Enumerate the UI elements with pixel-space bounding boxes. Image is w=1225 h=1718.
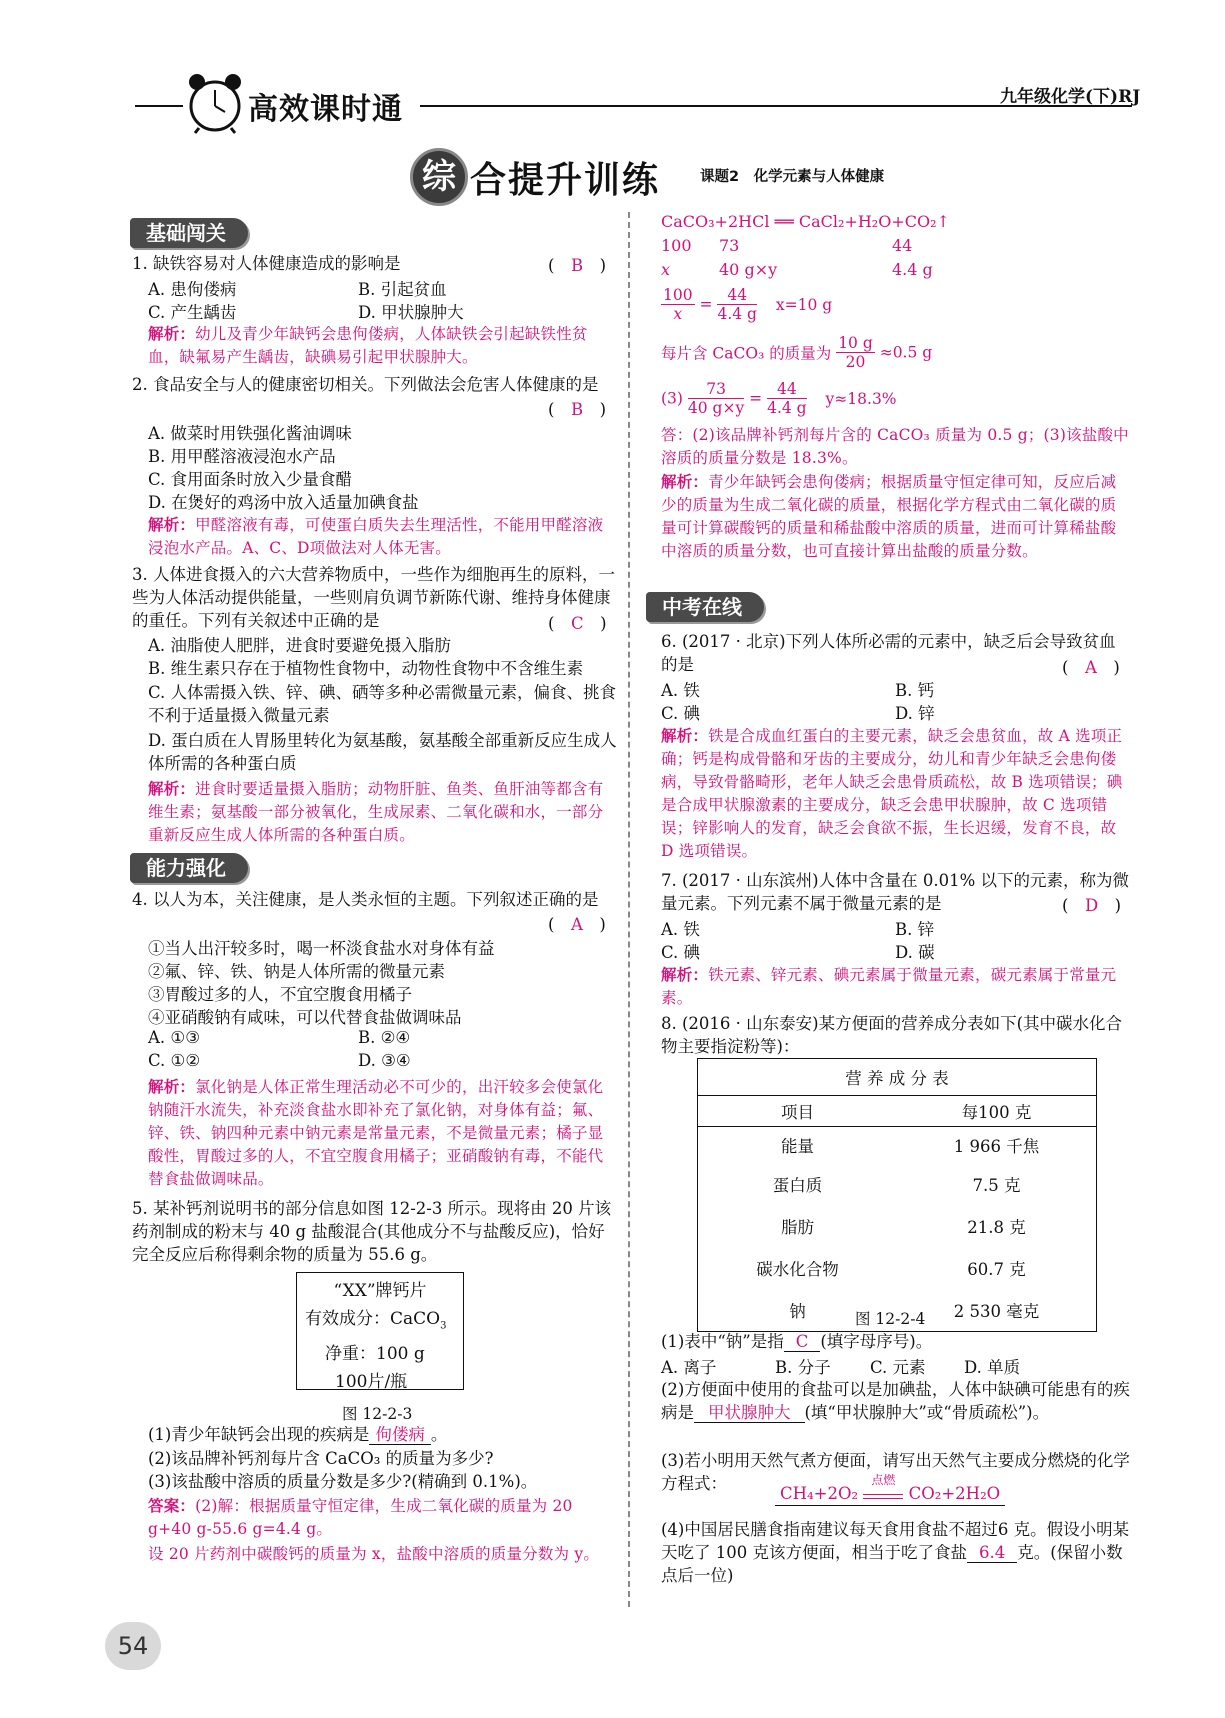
analysis-label: 解析： — [148, 1077, 196, 1096]
q7-analysis-text: 铁元素、锌元素、碘元素属于微量元素，碳元素属于常量元素。 — [661, 966, 1117, 1007]
q8-part1-post: (填字母序号)。 — [820, 1332, 933, 1351]
q8-figure-caption: 图 12-2-4 — [855, 1310, 926, 1328]
q1-option-a: A. 患佝偻病 — [148, 280, 237, 299]
row-item: 蛋白质 — [772, 1176, 823, 1195]
q4-answer-bracket: ( A ) — [548, 915, 606, 934]
q5-eq-row1-a: 100 — [661, 236, 692, 255]
ratio-result: x=10 g — [775, 295, 833, 314]
q7-analysis — [661, 963, 1131, 1010]
q2-option-a: A. 做菜时用铁强化酱油调味 — [148, 424, 352, 443]
q8-part1 — [661, 1330, 1131, 1353]
q8-part3-condition: 点燃 — [871, 1473, 896, 1487]
q2-analysis — [148, 513, 616, 560]
r3-num-right: 44 — [767, 380, 807, 399]
nutrition-col-value: 每100 克 — [897, 1096, 1097, 1127]
q2-option-b: B. 用甲醛溶液浸泡水产品 — [148, 447, 336, 466]
q4-statement-3: ③胃酸过多的人，不宜空腹食用橘子 — [148, 985, 412, 1004]
q2-option-c: C. 食用面条时放入少量食醋 — [148, 470, 353, 489]
alarm-clock-icon — [185, 70, 245, 134]
q8-part2-post: (填“甲状腺肿大”或“骨质疏松”)。 — [804, 1403, 1050, 1422]
q8-part1-option-a: A. 离子 — [661, 1358, 717, 1377]
q7-answer-bracket: ( D ) — [1062, 896, 1122, 915]
q5-part1-text: (1)青少年缺钙会出现的疾病是 — [148, 1425, 370, 1444]
q5-eq-row1-c: 44 — [892, 236, 913, 255]
section-exam: 中考在线 — [646, 592, 764, 622]
q5-eq-row2-b: 40 g×y — [719, 260, 778, 279]
q1-option-d: D. 甲状腺肿大 — [358, 303, 464, 322]
q5-solution — [148, 1494, 618, 1541]
q4-stem: 4. 以人为本，关注健康，是人类永恒的主题。下列叙述正确的是 — [132, 890, 599, 909]
q8-part3-answer — [780, 1473, 1001, 1505]
row-item: 脂肪 — [781, 1218, 814, 1237]
banner-first-char: 综 — [422, 157, 456, 197]
ratio-num-right: 44 — [717, 286, 757, 305]
row-item: 碳水化合物 — [756, 1260, 839, 1279]
nutrition-table — [697, 1058, 1097, 1332]
q8-part3-left: CH₄+2O₂ — [780, 1484, 859, 1503]
section-basic: 基础闯关 — [130, 218, 248, 248]
q8-part2-answer: 甲状腺肿大 — [694, 1403, 805, 1423]
r3-den-right: 4.4 g — [767, 399, 807, 417]
q5-solution-let: 设 20 片药剂中碳酸钙的质量为 x，盐酸中溶质的质量分数为 y。 — [148, 1545, 600, 1563]
q5-equation: CaCO₃+2HCl ══ CaCl₂+H₂O+CO₂↑ — [661, 212, 950, 231]
row-value: 2 530 毫克 — [953, 1302, 1040, 1321]
r3-num-left: 73 — [688, 380, 744, 399]
q4-option-b: B. ②④ — [358, 1028, 411, 1047]
q2-answer-bracket: ( B ) — [548, 400, 607, 419]
q5-analysis — [661, 470, 1131, 563]
analysis-label: 解析： — [661, 472, 709, 491]
ratio-num-left: 100 — [663, 286, 693, 304]
q5-part1: (1)青少年缺钙会出现的疾病是 佝偻病 。 — [148, 1425, 448, 1444]
q6-option-a: A. 铁 — [661, 681, 700, 700]
section-ability: 能力强化 — [130, 853, 248, 883]
q5-eq-row2-c: 4.4 g — [892, 260, 933, 279]
label-ingredient — [305, 1305, 455, 1340]
q4-option-d: D. ③④ — [358, 1051, 411, 1070]
nutrition-col-item: 项目 — [698, 1096, 898, 1127]
q5-part1-answer: 佝偻病 — [369, 1425, 431, 1445]
r3-pre: (3) — [661, 389, 683, 408]
column-divider — [628, 212, 630, 1607]
q5-eq-row1-b: 73 — [719, 236, 740, 255]
q7-option-c: C. 碘 — [661, 943, 701, 962]
analysis-label: 解析： — [148, 779, 196, 798]
banner-title: 合提升训练 — [470, 160, 661, 201]
q4-option-c: C. ①② — [148, 1051, 201, 1070]
q8-part2-pre: (2)方便面中使用的食盐可以是加碘盐，人体中缺碘可能患有的疾病是 — [661, 1380, 1130, 1422]
q6-answer: A — [1084, 658, 1097, 677]
lesson-title: 课题2 化学元素与人体健康 — [700, 169, 885, 185]
label-weight: 净重：100 g — [325, 1344, 425, 1365]
nutrition-table-title: 营 养 成 分 表 — [698, 1059, 1097, 1096]
q4-analysis — [148, 1075, 616, 1191]
q5-ratio: $\frac{100}{x}$ = $\frac{44}{4.4 g}$ x=10 g — [663, 286, 833, 323]
q8-part3-right: CO₂+2H₂O — [908, 1484, 1001, 1503]
q7-option-a: A. 铁 — [661, 920, 700, 939]
q5-supplement-label — [296, 1272, 464, 1393]
table-row — [698, 1163, 1097, 1205]
row-value: 7.5 克 — [972, 1176, 1021, 1195]
q5-part3: (3)该盐酸中溶质的质量分数是多少?(精确到 0.1%)。 — [148, 1472, 538, 1491]
per-num: 10 g — [838, 334, 873, 352]
q3-option-a: A. 油脂使人肥胖，进食时要避免摄入脂肪 — [148, 636, 451, 655]
header-rule-left — [135, 105, 183, 107]
q2-answer: B — [570, 400, 584, 419]
q4-option-a: A. ①③ — [148, 1028, 200, 1047]
q5-part2: (2)该品牌补钙剂每片含 CaCO₃ 的质量为多少? — [148, 1449, 494, 1468]
label-count: 100片/瓶 — [335, 1372, 408, 1393]
q2-analysis-text: 甲醛溶液有毒，可使蛋白质失去生理活性，不能用甲醛溶液浸泡水产品。A、C、D项做法对人体无害。 — [148, 516, 604, 557]
q7-stem: 7. (2017 · 山东滨州)人体中含量在 0.01% 以下的元素，称为微量元素。下列元素不属于微量元素的是 — [661, 871, 1129, 913]
q5-figure-caption: 图 12-2-3 — [342, 1405, 413, 1423]
q6-answer-bracket: ( A ) — [1062, 658, 1120, 677]
analysis-label: 解析： — [148, 515, 196, 534]
solution-label: 答案： — [148, 1496, 196, 1515]
q8-part1-pre: (1)表中“钠”是指 — [661, 1332, 784, 1351]
q3-option-b: B. 维生素只存在于植物性食物中，动物性食物中不含维生素 — [148, 659, 584, 678]
q3-stem: 3. 人体进食摄入的六大营养物质中，一些作为细胞再生的原料，一些为人体活动提供能量，一些则肩负调节新陈代谢、维持身体健康的重任。下列有关叙述中正确的是 — [132, 565, 615, 630]
page-number-badge — [105, 1622, 161, 1670]
row-value: 60.7 克 — [967, 1260, 1026, 1279]
q1-answer-bracket: ( B ) — [548, 256, 607, 275]
q8-part4-answer: 6.4 — [967, 1543, 1017, 1563]
q8-part3: (3)若小明用天然气煮方便面，请写出天然气主要成分燃烧的化学方程式： — [661, 1451, 1130, 1493]
q2-stem: 2. 食品安全与人的健康密切相关。下列做法会危害人体健康的是 — [132, 375, 599, 394]
q8-part1-option-c: C. 元素 — [870, 1358, 926, 1377]
q8-part1-option-d: D. 单质 — [964, 1358, 1021, 1377]
q6-option-b: B. 钙 — [895, 681, 935, 700]
q6-analysis — [661, 724, 1131, 863]
analysis-label: 解析： — [661, 726, 709, 745]
row-value: 21.8 克 — [967, 1218, 1026, 1237]
q5-stem: 5. 某补钙剂说明书的部分信息如图 12-2-3 所示。现将由 20 片该药剂制成的粉末与 40 g 盐酸混合(其他成分不与盐酸反应)，恰好完全反应后称得剩余物的质量为 55.6 g。 — [132, 1199, 612, 1264]
q1-option-c: C. 产生龋齿 — [148, 303, 237, 322]
q5-ratio3: (3) $\frac{73}{40 g\times y}$ = $\frac{44}{4.4 g}$ y≈18.3% — [661, 380, 897, 417]
q8-part4-pre: (4)中国居民膳食指南建议每天食用食盐不超过6 克。假设小明某天吃了 100 克该方便面，相当于吃了食盐 — [661, 1520, 1130, 1562]
q8-part1-answer: C — [784, 1332, 821, 1352]
analysis-label: 解析： — [661, 965, 709, 984]
q7-option-d: D. 碳 — [895, 943, 935, 962]
q4-answer: A — [570, 915, 583, 934]
q3-analysis-text: 进食时要适量摄入脂肪；动物肝脏、鱼类、鱼肝油等都含有维生素；氨基酸一部分被氧化，生成尿素、二氧化碳和水，一部分重新反应生成人体所需的各种蛋白质。 — [148, 780, 604, 844]
q4-analysis-text: 氯化钠是人体正常生理活动必不可少的，出汗较多会使氯化钠随汗水流失，补充淡食盐水即补充了氯化钠，对身体有益；氟、锌、铁、钠四种元素中钠元素是常量元素，不是微量元素；橘子显酸性，胃酸过多的人，不宜空腹食用橘子；亚硝酸钠有毒，不能代替食盐做调味品。 — [148, 1078, 604, 1188]
per-pre: 每片含 CaCO₃ 的质量为 — [661, 344, 832, 363]
label-ingredient-text: 有效成分：CaCO — [305, 1309, 441, 1329]
row-item: 能量 — [781, 1137, 814, 1156]
q4-statement-2: ②氟、锌、铁、钠是人体所需的微量元素 — [148, 962, 445, 981]
q4-statement-1: ①当人出汗较多时，喝一杯淡食盐水对身体有益 — [148, 939, 495, 958]
page-number: 54 — [117, 1632, 149, 1660]
q1-analysis — [148, 322, 616, 369]
q5-eq-row2-a: x — [661, 260, 671, 279]
q3-option-d: D. 蛋白质在人胃肠里转化为氨基酸，氨基酸全部重新反应生成人体所需的各种蛋白质 — [148, 731, 617, 773]
banner-badge — [410, 148, 468, 206]
grade-label: 九年级化学(下)RJ — [1000, 87, 1141, 107]
q1-answer: B — [570, 256, 584, 275]
ratio-den-right: 4.4 g — [717, 305, 757, 323]
q8-part2 — [661, 1378, 1131, 1424]
ratio-den-left: x — [673, 305, 683, 323]
q3-answer-bracket: ( C ) — [548, 614, 607, 633]
q5-conclusion: 答：(2)该品牌补钙剂每片含的 CaCO₃ 质量为 0.5 g；(3)该盐酸中溶质的质量分数是 18.3%。 — [661, 426, 1129, 467]
table-row — [698, 1205, 1097, 1247]
q4-statement-4: ④亚硝酸钠有咸味，可以代替食盐做调味品 — [148, 1008, 462, 1027]
q6-stem: 6. (2017 · 北京)下列人体所必需的元素中，缺乏后会导致贫血的是 — [661, 632, 1116, 674]
r3-den-left: 40 g×y — [687, 399, 745, 417]
q8-part1-option-b: B. 分子 — [775, 1358, 831, 1377]
q3-answer: C — [570, 614, 584, 633]
q1-analysis-text: 幼儿及青少年缺钙会患佝偻病，人体缺铁会引起缺铁性贫血，缺氟易产生龋齿，缺碘易引起甲状腺肿大。 — [148, 325, 588, 366]
q3-option-c: C. 人体需摄入铁、锌、碘、硒等多种必需微量元素，偏食、挑食不利于适量摄入微量元素 — [148, 683, 617, 725]
row-value: 1 966 千焦 — [953, 1137, 1040, 1156]
q7-option-b: B. 锌 — [895, 920, 935, 939]
q1-option-b: B. 引起贫血 — [358, 280, 447, 299]
q6-option-c: C. 碘 — [661, 704, 701, 723]
q6-analysis-text: 铁是合成血红蛋白的主要元素，缺乏会患贫血，故 A 选项正确；钙是构成骨骼和牙齿的主要成分，幼儿和青少年缺乏会患佝偻病，导致骨骼畸形，老年人缺乏会患骨质疏松，故 B 选项错误；碘是合成甲状腺激素的主要成分，缺乏会患甲状腺肿，故 C 选项错误；锌影响人的发育，缺乏会食欲不振，生长迟缓，发育不良，故 D 选项错误。 — [661, 727, 1123, 860]
brand-title: 高效课时通 — [248, 92, 403, 127]
table-row — [698, 1127, 1097, 1164]
label-ingredient-sub: 3 — [440, 1320, 447, 1332]
q8-part3-underline — [775, 1505, 1005, 1506]
q8-part4-post: 克。(保留小数点后一位) — [661, 1543, 1123, 1585]
q6-option-d: D. 锌 — [895, 704, 935, 723]
q5-solution-text: (2)解：根据质量守恒定律，生成二氧化碳的质量为 20 g+40 g-55.6 g=4.4 g。 — [148, 1497, 573, 1538]
row-item: 钠 — [789, 1302, 806, 1321]
q3-analysis — [148, 777, 616, 847]
q2-option-d: D. 在煲好的鸡汤中放入适量加碘食盐 — [148, 493, 419, 512]
q8-stem: 8. (2016 · 山东泰安)某方便面的营养成分表如下(其中碳水化合物主要指淀粉等)： — [661, 1014, 1123, 1056]
q1-stem: 1. 缺铁容易对人体健康造成的影响是 — [132, 254, 401, 273]
table-row — [698, 1247, 1097, 1289]
analysis-label: 解析： — [148, 324, 196, 343]
r3-result: y≈18.3% — [825, 389, 897, 408]
q5-analysis-text: 青少年缺钙会患佝偻病；根据质量守恒定律可知，反应后减少的质量为生成二氧化碳的质量，根据化学方程式由二氧化碳的质量可计算碳酸钙的质量和稀盐酸中溶质的质量，进而可计算稀盐酸中溶质的质量分数，也可直接计算出盐酸的质量分数。 — [661, 473, 1117, 560]
q7-answer: D — [1084, 896, 1099, 915]
per-post: ≈0.5 g — [879, 343, 933, 362]
q5-per-tablet — [661, 334, 932, 371]
per-den: 20 — [845, 353, 866, 371]
q8-part4 — [661, 1518, 1131, 1587]
label-title: “XX”牌钙片 — [333, 1281, 427, 1301]
